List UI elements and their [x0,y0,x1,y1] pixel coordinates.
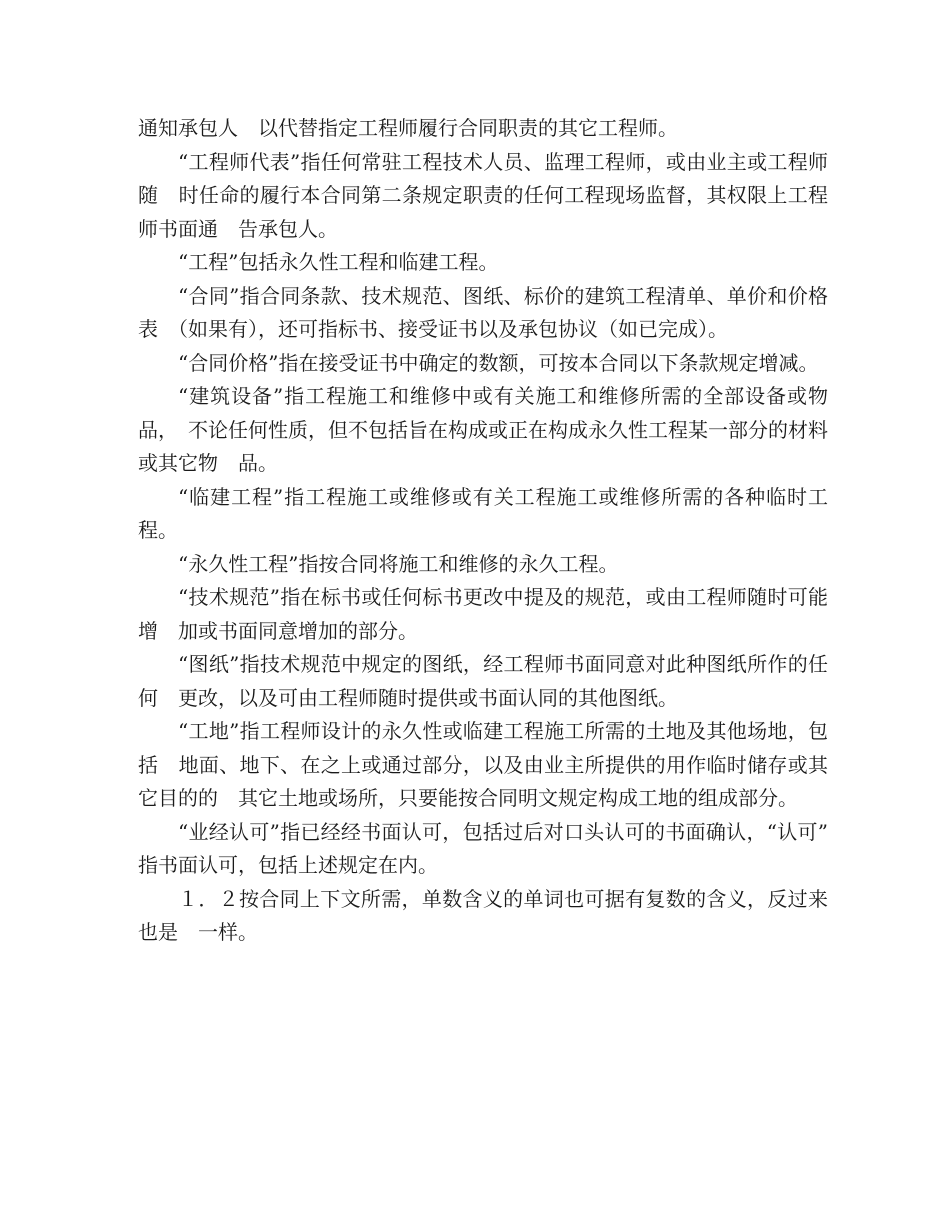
paragraph-drawings: “图纸”指技术规范中规定的图纸，经工程师书面同意对此种图纸所作的任何 更改，以及可由工程师随时提供或书面认同的其他图纸。 [138,652,828,710]
paragraph-continuation: 通知承包人 以代替指定工程师履行合同职责的其它工程师。 [138,116,678,140]
paragraph-specification: “技术规范”指在标书或任何标书更改中提及的规范，或由工程师随时可能增 加或书面同意增加的部分。 [138,585,828,643]
paragraph-engineer-representative: “工程师代表”指任何常驻工程技术人员、监理工程师，或由业主或工程师随 时任命的履行本合同第二条规定职责的任何工程现场监督，其权限上工程师书面通 告承包人。 [138,149,828,241]
paragraph-approved: “业经认可”指已经经书面认可，包括过后对口头认可的书面确认，“认可” 指书面认可，包括上述规定在内。 [138,819,848,877]
paragraph-contract: “合同”指合同条款、技术规范、图纸、标价的建筑工程清单、单价和价格表 （如果有），还可指标书、接受证书以及承包协议（如已完成）。 [138,283,828,341]
paragraph-works: “工程”包括永久性工程和临建工程。 [178,250,499,274]
paragraph-contract-price: “合同价格”指在接受证书中确定的数额，可按本合同以下条款规定增减。 [178,350,819,375]
paragraph-temporary-works: “临建工程”指工程施工或维修或有关工程施工或维修所需的各种临时工程。 [138,484,828,542]
paragraph-clause-1-2: １．２按合同上下文所需，单数含义的单词也可据有复数的含义，反过来也是 一样。 [138,886,828,944]
paragraph-construction-equipment: “建筑设备”指工程施工和维修中或有关施工和维修所需的全部设备或物品， 不论任何性质，但不包括旨在构成或正在构成永久性工程某一部分的材料或其它物 品。 [138,384,828,475]
paragraph-permanent-works: “永久性工程”指按合同将施工和维修的永久工程。 [178,551,619,576]
paragraph-site: “工地”指工程师设计的永久性或临建工程施工所需的土地及其他场地，包括 地面、地下、在之上或通过部分，以及由业主所提供的用作临时储存或其它目的的 其它土地或场所，只要能按合同明文规定构成工地的组成部分。 [138,719,828,810]
document-body [138,112,848,950]
